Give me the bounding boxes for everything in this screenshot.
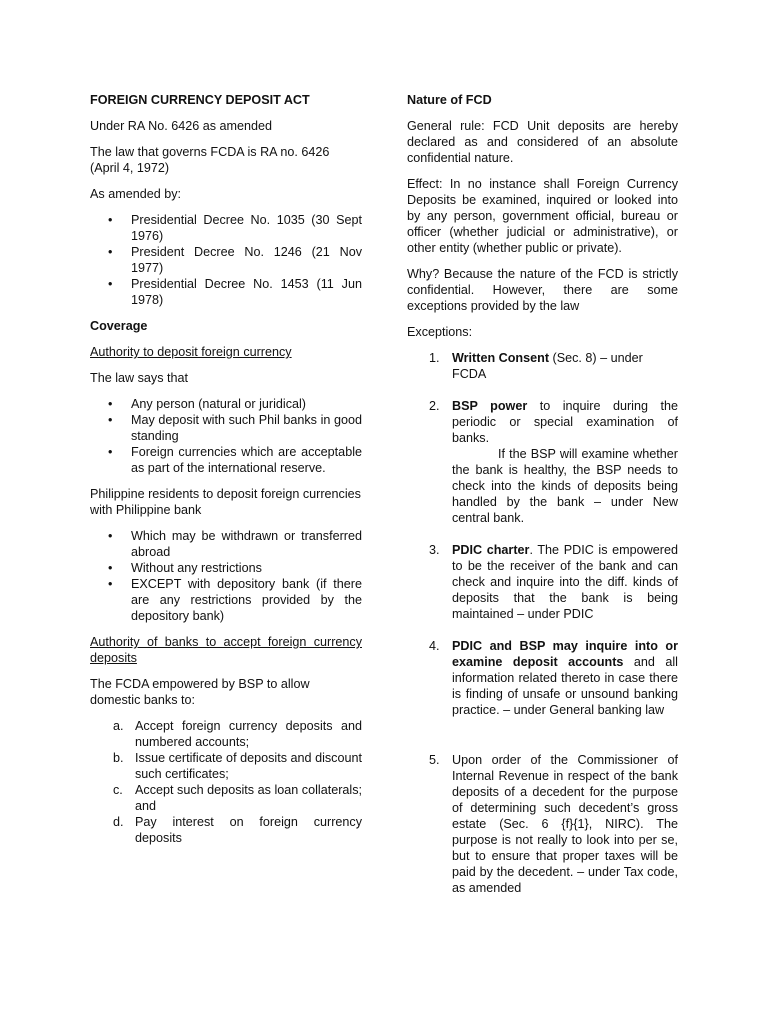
- list-item: • Without any restrictions: [90, 560, 362, 576]
- exception-bold: PDIC and BSP may inquire into or examine deposit accounts: [452, 639, 678, 669]
- exception-text: (Sec. 8) – under FCDA: [452, 351, 643, 381]
- exceptions-label: Exceptions:: [407, 325, 473, 339]
- left-column: [90, 92, 362, 846]
- right-column: [407, 92, 678, 896]
- list-item: • President Decree No. 1246 (21 Nov 1977): [90, 244, 362, 276]
- paragraph-law-says: The law says that: [90, 371, 188, 385]
- paragraph-ra: Under RA No. 6426 as amended: [90, 119, 273, 133]
- list-item: • May deposit with such Phil banks in good standing: [90, 412, 362, 444]
- paragraph-law-governs: The law that governs FCDA is RA no. 6426 (April 4, 1972): [90, 145, 330, 175]
- list-item: • EXCEPT with depository bank (if there are any restrictions provided by the depository bank): [90, 576, 362, 624]
- list-item: • Any person (natural or juridical): [90, 396, 362, 412]
- heading-authority-banks: Authority of banks to accept foreign currency deposits: [90, 635, 362, 665]
- paragraph-amended-by: As amended by:: [90, 187, 182, 201]
- list-item: • Foreign currencies which are acceptable as part of the international reserve.: [90, 444, 362, 476]
- list-item: • Presidential Decree No. 1035 (30 Sept 1976): [90, 212, 362, 244]
- list-marker: d.: [113, 815, 124, 829]
- list-item: [90, 750, 362, 782]
- exception-bold: Written Consent: [452, 351, 550, 365]
- paragraph-fcda-empowered: The FCDA empowered by BSP to allow domestic banks to:: [90, 677, 310, 707]
- amendments-list: [90, 212, 362, 308]
- paragraph-effect: Effect: In no instance shall Foreign Currency Deposits be examined, inquired or looked into by any person, government official, bureau or officer (whether judicial or administrative), or other entity (whether public or private).: [407, 177, 678, 255]
- list-marker: a.: [113, 719, 124, 733]
- list-text: Accept foreign currency deposits and numbered accounts;: [135, 719, 362, 749]
- list-marker: c.: [113, 783, 123, 797]
- bank-items-list: [90, 718, 362, 846]
- list-item: [90, 782, 362, 814]
- list-item: [407, 542, 678, 622]
- list-item: • Presidential Decree No. 1453 (11 Jun 1978): [90, 276, 362, 308]
- list-item: [407, 752, 678, 896]
- exception-detail: If the BSP will examine whether the bank is healthy, the BSP needs to check into the kinds of deposits being handled by the bank – under New central bank.: [452, 447, 678, 525]
- list-marker: 2.: [429, 399, 440, 413]
- exception-bold: BSP power: [452, 399, 528, 413]
- list-text: Pay interest on foreign currency deposits: [135, 815, 362, 845]
- exceptions-list: [407, 350, 678, 896]
- exception-text: to inquire during the periodic or special examination of banks.: [452, 399, 678, 445]
- list-item: [90, 718, 362, 750]
- list-item: [407, 398, 678, 526]
- exception-text: . The PDIC is empowered to be the receiver of the bank and can check and inquire into the diff. kinds of deposits that the bank is being maintained – under PDIC: [452, 543, 678, 621]
- law-items-list: [90, 396, 362, 476]
- list-marker: b.: [113, 751, 124, 765]
- list-item: [407, 350, 678, 382]
- resident-items-list: [90, 528, 362, 624]
- list-item: [407, 638, 678, 718]
- list-marker: 3.: [429, 543, 440, 557]
- exception-bold: PDIC charter: [452, 543, 530, 557]
- heading-nature-fcd: Nature of FCD: [407, 93, 492, 107]
- list-marker: 4.: [429, 639, 440, 653]
- list-item: • Which may be withdrawn or transferred abroad: [90, 528, 362, 560]
- list-text: Issue certificate of deposits and discount such certificates;: [135, 751, 362, 781]
- list-marker: 5.: [429, 753, 440, 767]
- list-text: Accept such deposits as loan collaterals; and: [135, 783, 362, 813]
- heading-coverage: Coverage: [90, 319, 148, 333]
- paragraph-general-rule: General rule: FCD Unit deposits are hereby declared as and considered of an absolute confidential nature.: [407, 119, 678, 165]
- heading-authority-deposit: Authority to deposit foreign currency: [90, 345, 292, 359]
- list-item: [90, 814, 362, 846]
- paragraph-residents: Philippine residents to deposit foreign currencies with Philippine bank: [90, 487, 361, 517]
- paragraph-why: Why? Because the nature of the FCD is strictly confidential. However, there are some exceptions provided by the law: [407, 267, 678, 313]
- exception-text: Upon order of the Commissioner of Internal Revenue in respect of the bank deposits of a decedent for the purpose of determining such decedent’s gross estate (Sec. 6 {f}{1}, NIRC). The purpose is not really to look into per se, but to ensure that proper taxes will be paid by the decedent. – under Tax code, as amended: [452, 753, 678, 895]
- exception-text: and all information related thereto in case there is finding of unsafe or unsound banking practice. – under General banking law: [452, 655, 678, 717]
- list-marker: 1.: [429, 351, 440, 365]
- doc-title: FOREIGN CURRENCY DEPOSIT ACT: [90, 93, 310, 107]
